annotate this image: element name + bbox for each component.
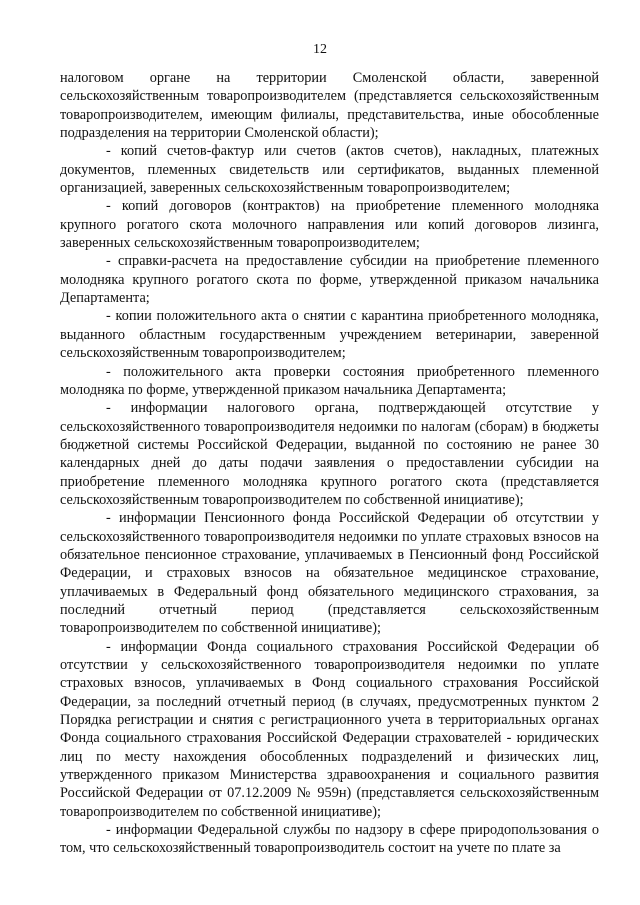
paragraph-pension-fund: - информации Пенсионного фонда Российской Федерации об отсутствии у сельскохозяйственного товаропроизводителя недоимки по уплате страховых взносов на обязательное пенсионное страхование, уплачиваемых в Пенсионный фонд Российской Федерации, и страховых взносов на обязательное медицинское страхование, уплачиваемых в Федеральный фонд обязательного медицинского страхования, за последний отчетный период (представляется сельскохозяйственным товаропроизводителем по собственной инициативе);: [60, 510, 599, 637]
paragraph-nature-service: - информации Федеральной службы по надзору в сфере природопользования о том, что сельскохозяйственный товаропроизводитель состоит на учете по плате за: [60, 822, 599, 857]
paragraph-continuation: налоговом органе на территории Смоленской области, заверенной сельскохозяйственным товаропроизводителем (представляется сельскохозяйственным товаропроизводителем, имеющим филиалы, представительства, иные обособленные подразделения на территории Смоленской области);: [60, 70, 599, 142]
paragraph-social-insurance: - информации Фонда социального страхования Российской Федерации об отсутствии у сельскохозяйственного товаропроизводителя недоимки по уплате страховых взносов, уплачиваемых в Фонд социального страхования Российской Федерации, за последний отчетный период (в случаях, предусмотренных пунктом 2 Порядка регистрации и снятия с регистрационного учета в территориальных органах Фонда социального страхования Российской Федерации страхователей - юридических лиц по месту нахождения обособленных подразделений и физических лиц, утвержденного приказом Министерства здравоохранения и социального развития Российской Федерации от 07.12.2009 № 959н) (представляется сельскохозяйственным товаропроизводителем по собственной инициативе);: [60, 638, 599, 820]
paragraph-quarantine-act: - копии положительного акта о снятии с карантина приобретенного молодняка, выданного областным государственным учреждением ветеринарии, заверенной сельскохозяйственным товаропроизводителем;: [60, 308, 599, 362]
page-number: 12: [313, 42, 327, 57]
paragraph-invoices: - копий счетов-фактур или счетов (актов счетов), накладных, платежных документов, племенных свидетельств или сертификатов, выданных племенной организацией, заверенных сельскохозяйственным товаропроизводителем;: [60, 143, 599, 197]
paragraph-inspection-act: - положительного акта проверки состояния приобретенного племенного молодняка по форме, утвержденной приказом начальника Департамента;: [60, 363, 599, 398]
paragraph-tax-authority: - информации налогового органа, подтверждающей отсутствие у сельскохозяйственного товаропроизводителя недоимки по налогам (сборам) в бюджеты бюджетной системы Российской Федерации, выданной по состоянию не ранее 30 календарных дней до даты подачи заявления о предоставлении субсидии на приобретение племенного молодняка крупного рогатого скота (представляется сельскохозяйственным товаропроизводителем по собственной инициативе);: [60, 400, 599, 508]
paragraph-contracts: - копий договоров (контрактов) на приобретение племенного молодняка крупного рогатого скота молочного направления или копий договоров лизинга, заверенных сельскохозяйственным товаропроизводителем;: [60, 198, 599, 252]
paragraph-calculation: - справки-расчета на предоставление субсидии на приобретение племенного молодняка крупного рогатого скота по форме, утвержденной приказом начальника Департамента;: [60, 253, 599, 307]
document-body: [60, 69, 599, 858]
